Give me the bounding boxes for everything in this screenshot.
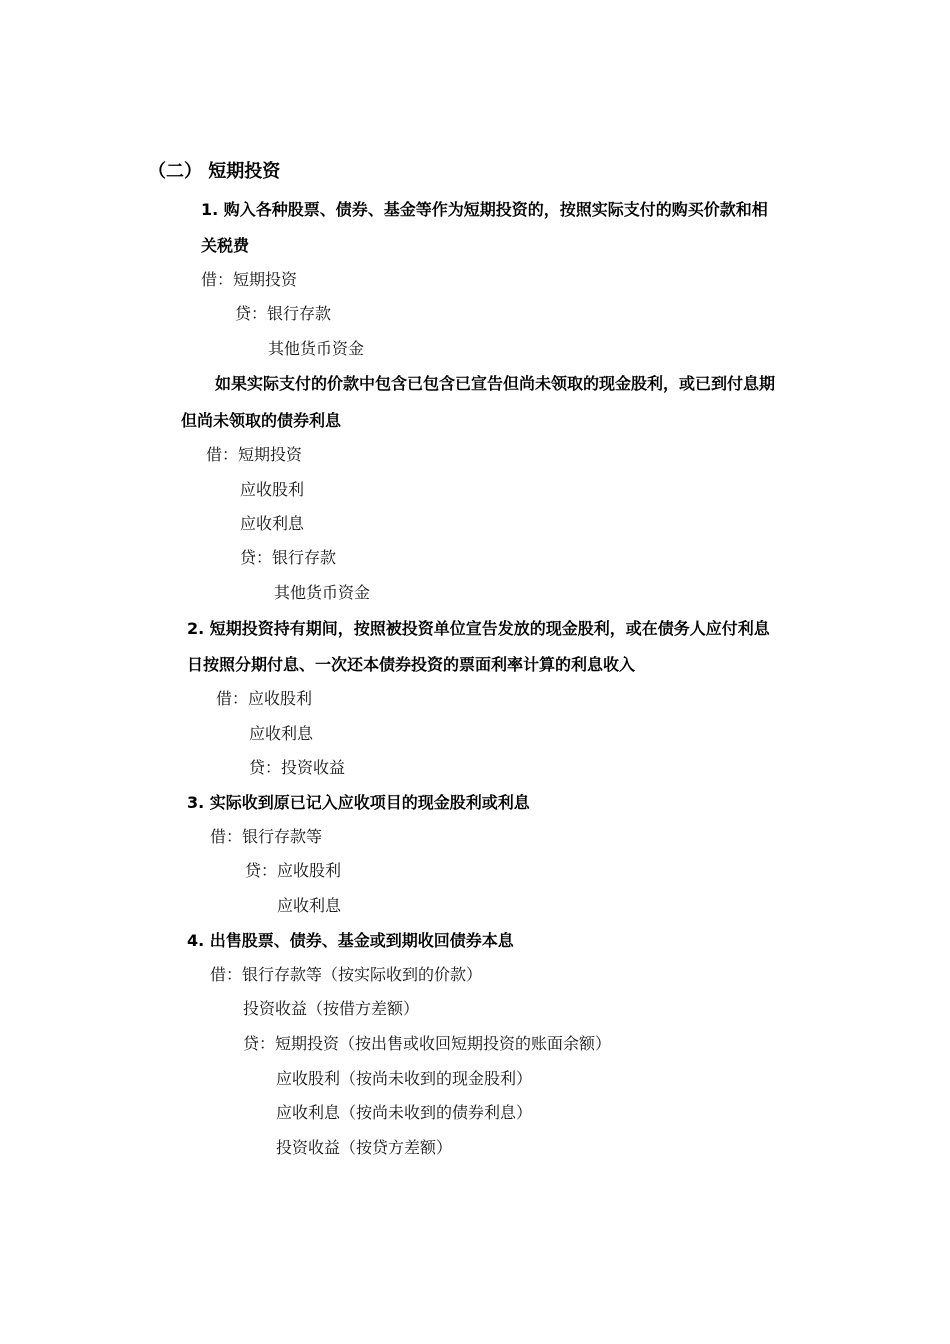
- journal-entry-line: 应收利息（按尚未收到的债券利息）: [276, 1103, 533, 1122]
- item2-title-line2: 日按照分期付息、一次还本债券投资的票面利率计算的利息收入: [187, 655, 636, 674]
- journal-entry-line: 借：银行存款等: [210, 827, 323, 846]
- journal-entry-line: 投资收益（按贷方差额）: [276, 1138, 453, 1157]
- journal-entry-line: 借：短期投资: [201, 270, 298, 289]
- journal-entry-line: 贷：银行存款: [235, 304, 332, 323]
- item1-title-line1: 1. 购入各种股票、债券、基金等作为短期投资的，按照实际支付的购买价款和相: [201, 200, 768, 219]
- item1-title-line2: 关税费: [201, 236, 250, 255]
- journal-entry-line: 应收利息: [277, 896, 342, 915]
- note1-line2: 但尚未领取的债券利息: [181, 411, 342, 430]
- journal-entry-line: 贷：银行存款: [240, 548, 337, 567]
- journal-entry-line: 借：短期投资: [206, 445, 303, 464]
- item4-title-line1: 4. 出售股票、债券、基金或到期收回债券本息: [187, 931, 514, 950]
- journal-entry-line: 应收股利: [240, 480, 305, 499]
- journal-entry-line: 应收利息: [249, 724, 314, 743]
- journal-entry-line: 借：应收股利: [216, 689, 313, 708]
- journal-entry-line: 贷：短期投资（按出售或收回短期投资的账面余额）: [243, 1034, 612, 1053]
- journal-entry-line: 投资收益（按借方差额）: [243, 999, 420, 1018]
- item3-title-line1: 3. 实际收到原已记入应收项目的现金股利或利息: [187, 793, 530, 812]
- journal-entry-line: 贷：应收股利: [245, 861, 342, 880]
- journal-entry-line: 其他货币资金: [268, 339, 365, 358]
- item2-title-line1: 2. 短期投资持有期间，按照被投资单位宣告发放的现金股利，或在债务人应付利息: [187, 619, 770, 638]
- journal-entry-line: 借：银行存款等（按实际收到的价款）: [210, 965, 483, 984]
- section-heading: （二） 短期投资: [148, 161, 281, 182]
- journal-entry-line: 应收股利（按尚未收到的现金股利）: [276, 1069, 533, 1088]
- journal-entry-line: 贷：投资收益: [249, 758, 346, 777]
- note1-line1: 如果实际支付的价款中包含已包含已宣告但尚未领取的现金股利，或已到付息期: [215, 374, 776, 393]
- journal-entry-line: 其他货币资金: [274, 583, 371, 602]
- journal-entry-line: 应收利息: [240, 514, 305, 533]
